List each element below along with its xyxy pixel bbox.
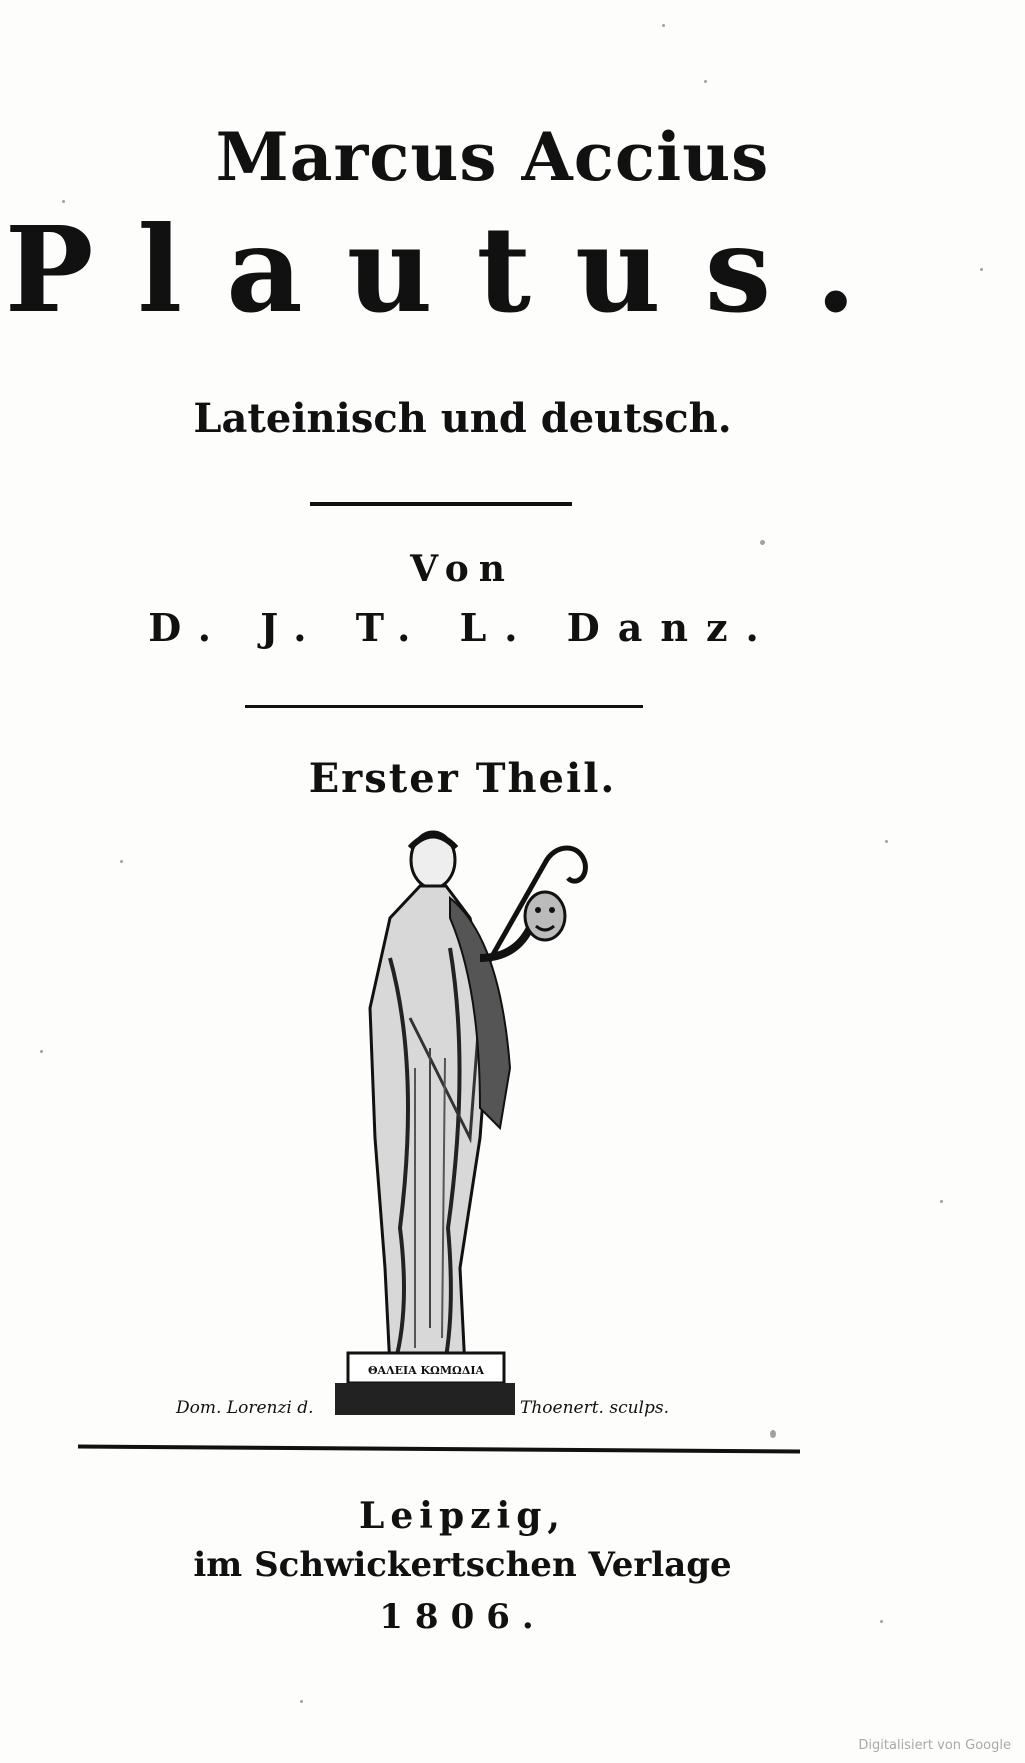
paper-speckle bbox=[40, 1050, 43, 1053]
paper-speckle bbox=[770, 1430, 776, 1438]
thalia-engraving bbox=[330, 808, 650, 1418]
paper-speckle bbox=[704, 80, 707, 83]
paper-speckle bbox=[885, 840, 888, 843]
divider-rule bbox=[310, 502, 572, 506]
paper-speckle bbox=[300, 1700, 303, 1703]
imprint-year: 1806. bbox=[379, 1597, 546, 1637]
plate-credit-left: Dom. Lorenzi d. bbox=[176, 1398, 314, 1418]
paper-speckle bbox=[940, 1200, 943, 1203]
google-watermark: Digitalisiert von Google bbox=[858, 1738, 1011, 1753]
divider-rule bbox=[245, 705, 643, 708]
title-line-2: Plautus. bbox=[4, 200, 901, 339]
divider-rule bbox=[78, 1444, 800, 1453]
paper-speckle bbox=[662, 24, 665, 27]
volume-label: Erster Theil. bbox=[308, 755, 617, 802]
by-line: Von bbox=[410, 548, 515, 590]
pedestal-base bbox=[335, 1383, 515, 1415]
author-name: D. J. T. L. Danz. bbox=[148, 605, 777, 650]
plate-credit-right: Thoenert. sculps. bbox=[520, 1398, 669, 1418]
paper-speckle bbox=[760, 540, 765, 545]
pedestal-inscription: ΘΑΛΕΙΑ ΚΩΜΩΔΙΑ bbox=[367, 1364, 485, 1377]
comic-mask bbox=[525, 892, 565, 940]
imprint-place: Leipzig, bbox=[359, 1495, 566, 1537]
paper-speckle bbox=[980, 268, 983, 271]
imprint-publisher: im Schwickertschen Verlage bbox=[193, 1545, 732, 1585]
subtitle: Lateinisch und deutsch. bbox=[193, 395, 732, 442]
title-line-1: Marcus Accius bbox=[215, 118, 770, 196]
paper-speckle bbox=[120, 860, 123, 863]
